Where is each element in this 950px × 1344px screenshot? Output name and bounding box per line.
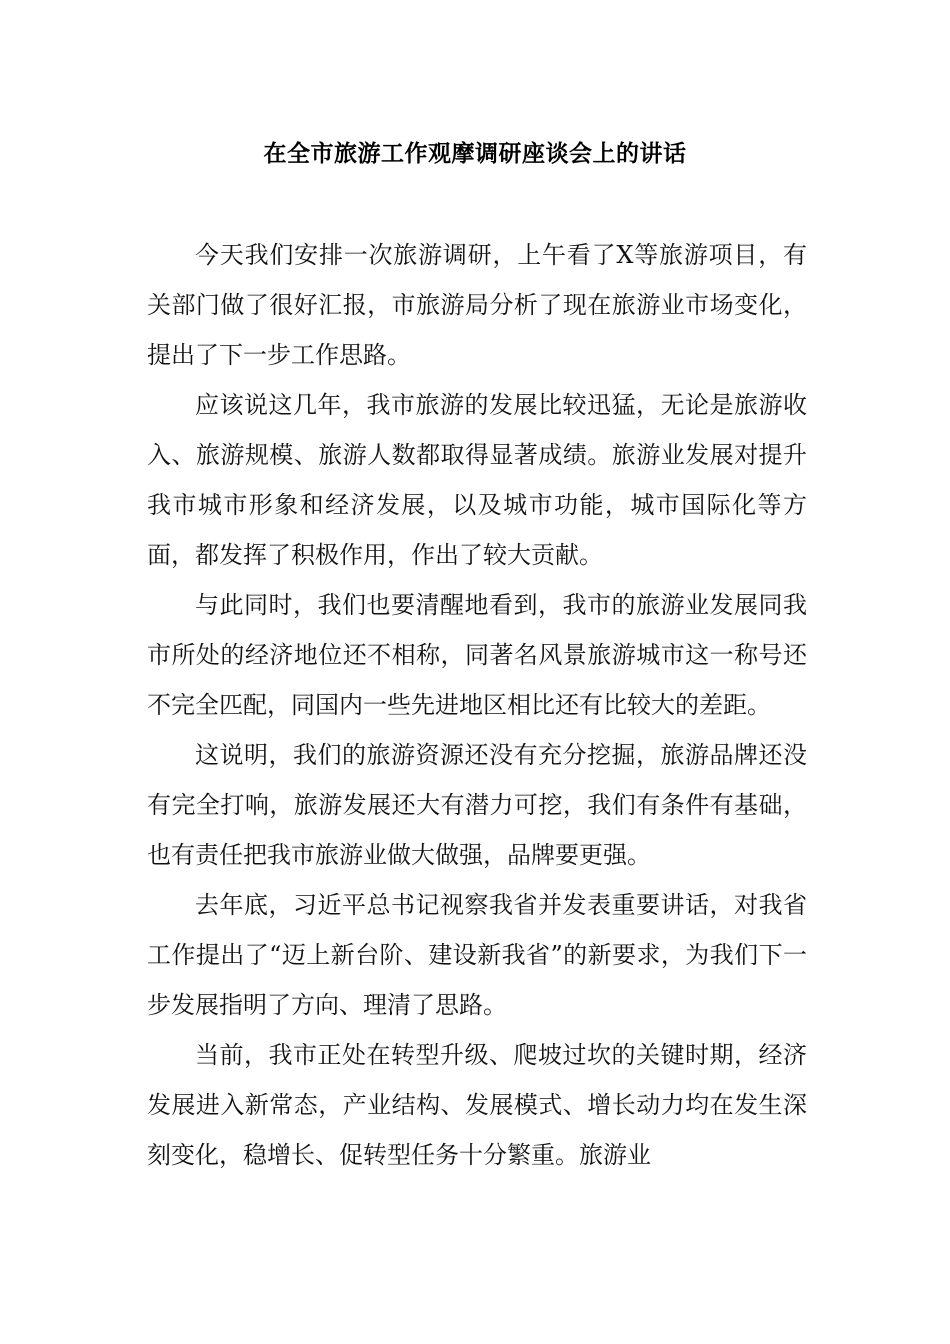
paragraph-1: 今天我们安排一次旅游调研，上午看了X等旅游项目，有关部门做了很好汇报，市旅游局分析了现在旅游业市场变化，提出了下一步工作思路。 (147, 241, 807, 369)
document-title: 在全市旅游工作观摩调研座谈会上的讲话 (263, 141, 687, 167)
paragraph-3: 与此同时，我们也要清醒地看到，我市的旅游业发展同我市所处的经济地位还不相称，同著名风景旅游城市这一称号还不完全匹配，同国内一些先进地区相比还有比较大的差距。 (147, 591, 807, 719)
paragraph-6: 当前，我市正处在转型升级、爬坡过坎的关键时期，经济发展进入新常态，产业结构、发展模式、增长动力均在发生深刻变化，稳增长、促转型任务十分繁重。旅游业 (147, 1041, 807, 1169)
document-body (147, 230, 807, 1180)
paragraph-4: 这说明，我们的旅游资源还没有充分挖掘，旅游品牌还没有完全打响，旅游发展还大有潜力可挖，我们有条件有基础，也有责任把我市旅游业做大做强，品牌要更强。 (147, 741, 807, 869)
paragraph-5: 去年底，习近平总书记视察我省并发表重要讲话，对我省工作提出了“迈上新台阶、建设新我省”的新要求，为我们下一步发展指明了方向、理清了思路。 (147, 891, 807, 1019)
paragraph-2: 应该说这几年，我市旅游的发展比较迅猛，无论是旅游收入、旅游规模、旅游人数都取得显著成绩。旅游业发展对提升我市城市形象和经济发展，以及城市功能，城市国际化等方面，都发挥了积极作用，作出了较大贡献。 (147, 391, 807, 569)
